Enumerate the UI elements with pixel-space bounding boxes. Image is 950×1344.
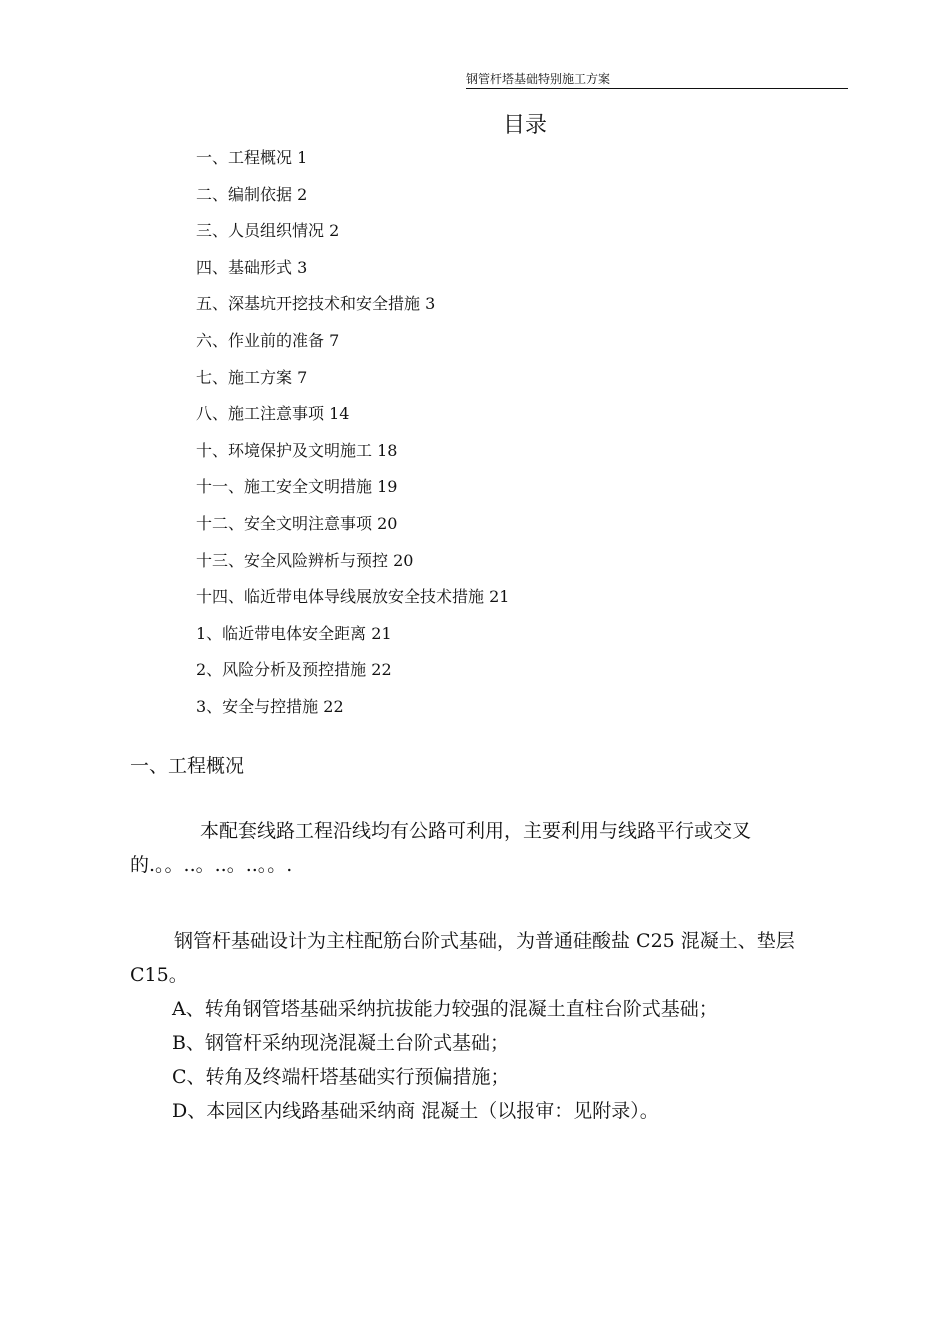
toc-item[interactable]: 十、环境保护及文明施工 18 — [196, 440, 398, 460]
toc-item[interactable]: 十一、施工安全文明措施 19 — [196, 477, 398, 497]
toc-item[interactable]: 七、施工方案 7 — [196, 367, 308, 387]
toc-item[interactable]: 3、安全与控措施 22 — [196, 696, 344, 716]
toc-item[interactable]: 十四、临近带电体导线展放安全技术措施 21 — [196, 587, 510, 607]
toc-item[interactable]: 十二、安全文明注意事项 20 — [196, 513, 398, 533]
section-heading: 一、工程概况 — [130, 755, 245, 777]
toc-item[interactable]: 四、基础形式 3 — [196, 257, 308, 277]
toc-item[interactable]: 一、工程概况 1 — [196, 148, 308, 167]
toc-item[interactable]: 十三、安全风险辨析与预控 20 — [196, 550, 414, 570]
toc-item[interactable]: 五、深基坑开挖技术和安全措施 3 — [196, 294, 436, 314]
table-of-contents — [196, 146, 509, 732]
toc-item[interactable]: 三、人员组织情况 2 — [196, 221, 340, 241]
body-paragraph: 钢管杆基础设计为主柱配筋台阶式基础，为普通硅酸盐 C25 混凝土、垫层 C15。 — [130, 930, 795, 986]
list-item: A、转角钢管塔基础采纳抗拔能力较强的混凝土直柱台阶式基础； — [172, 998, 718, 1020]
foundation-type-list — [172, 992, 718, 1128]
toc-item[interactable]: 2、风险分析及预控措施 22 — [196, 660, 392, 680]
list-item: B、钢管杆采纳现浇混凝土台阶式基础； — [172, 1032, 509, 1054]
list-item: C、转角及终端杆塔基础实行预偏措施； — [172, 1066, 510, 1088]
body-paragraph: 本配套线路工程沿线均有公路可利用，主要利用与线路平行或交叉的.。。..。..。..。。. — [130, 820, 752, 876]
list-item: D、本园区内线路基础采纳商 混凝土（以报审：见附录）。 — [172, 1100, 659, 1122]
toc-item[interactable]: 二、编制依据 2 — [196, 184, 308, 204]
toc-item[interactable]: 八、施工注意事项 14 — [196, 404, 350, 424]
running-header: 钢管杆塔基础特别施工方案 — [466, 72, 848, 89]
toc-title: 目录 — [502, 113, 547, 138]
toc-item[interactable]: 1、临近带电体安全距离 21 — [196, 623, 392, 643]
toc-item[interactable]: 六、作业前的准备 7 — [196, 330, 340, 350]
